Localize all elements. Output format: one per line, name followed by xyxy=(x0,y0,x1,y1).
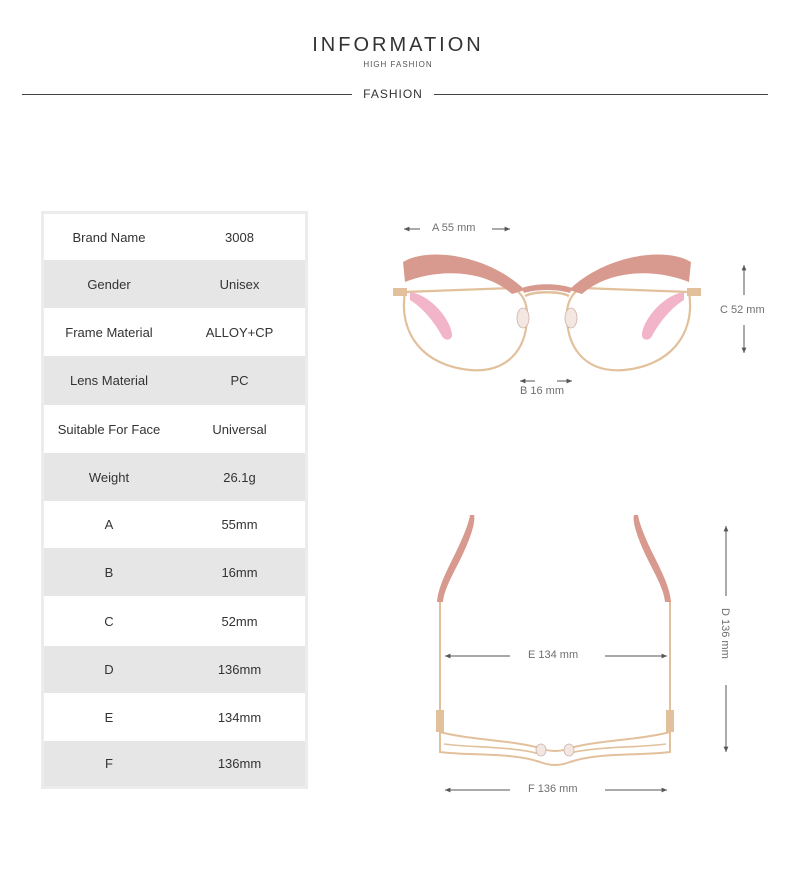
dimension-d-label: D 136 mm xyxy=(719,608,731,659)
left-temple-end xyxy=(437,515,474,602)
right-hinge xyxy=(687,288,701,296)
dimension-e-label: E 134 mm xyxy=(528,649,579,661)
spec-label: Brand Name xyxy=(72,229,146,245)
spec-label: F xyxy=(105,756,113,771)
right-nose-pad xyxy=(565,308,577,328)
left-brow xyxy=(403,255,525,294)
left-top-hinge xyxy=(436,710,444,732)
spec-label: Frame Material xyxy=(65,324,153,340)
spec-label: C xyxy=(104,613,114,629)
spec-label: B xyxy=(104,564,114,580)
page-title: INFORMATION xyxy=(312,34,484,56)
spec-label: Gender xyxy=(87,276,131,292)
spec-value: Unisex xyxy=(219,276,260,292)
left-nose-pad xyxy=(517,308,529,328)
spec-value: 134mm xyxy=(217,709,262,725)
spec-label: A xyxy=(104,517,114,532)
left-hinge xyxy=(393,288,407,296)
right-top-hinge xyxy=(666,710,674,732)
spec-label: D xyxy=(104,662,114,677)
front-frame-inner xyxy=(444,744,666,754)
bridge xyxy=(525,292,569,296)
right-temple-tip xyxy=(642,292,684,340)
spec-value: 16mm xyxy=(221,564,258,580)
top-right-nose-pad xyxy=(564,744,574,756)
spec-label: Lens Material xyxy=(69,373,149,388)
right-temple-end xyxy=(634,515,671,602)
front-frame-top xyxy=(440,732,670,765)
top-left-nose-pad xyxy=(536,744,546,756)
spec-value: 26.1g xyxy=(223,469,256,485)
spec-label: Suitable For Face xyxy=(57,421,161,437)
spec-value: Universal xyxy=(212,421,267,437)
front-view-glasses xyxy=(393,255,701,371)
dimension-c-label: C 52 mm xyxy=(720,304,765,316)
spec-label: E xyxy=(104,709,114,725)
right-brow xyxy=(569,255,691,294)
spec-label: Weight xyxy=(88,469,130,485)
dimension-f-label: F 136 mm xyxy=(528,783,578,795)
section-label: FASHION xyxy=(363,87,423,101)
spec-value: 136mm xyxy=(217,662,262,677)
page-subtitle: HIGH FASHION xyxy=(363,60,433,69)
spec-value: 3008 xyxy=(225,229,254,245)
dimension-b-label: B 16 mm xyxy=(520,385,565,397)
top-view-glasses xyxy=(436,515,674,765)
spec-value: PC xyxy=(230,373,249,388)
spec-value: 55mm xyxy=(221,517,258,532)
spec-value: ALLOY+CP xyxy=(205,324,274,340)
spec-value: 136mm xyxy=(217,756,262,771)
dimension-a-label: A 55 mm xyxy=(432,222,476,234)
spec-value: 52mm xyxy=(221,613,258,629)
left-temple-tip xyxy=(410,292,452,340)
